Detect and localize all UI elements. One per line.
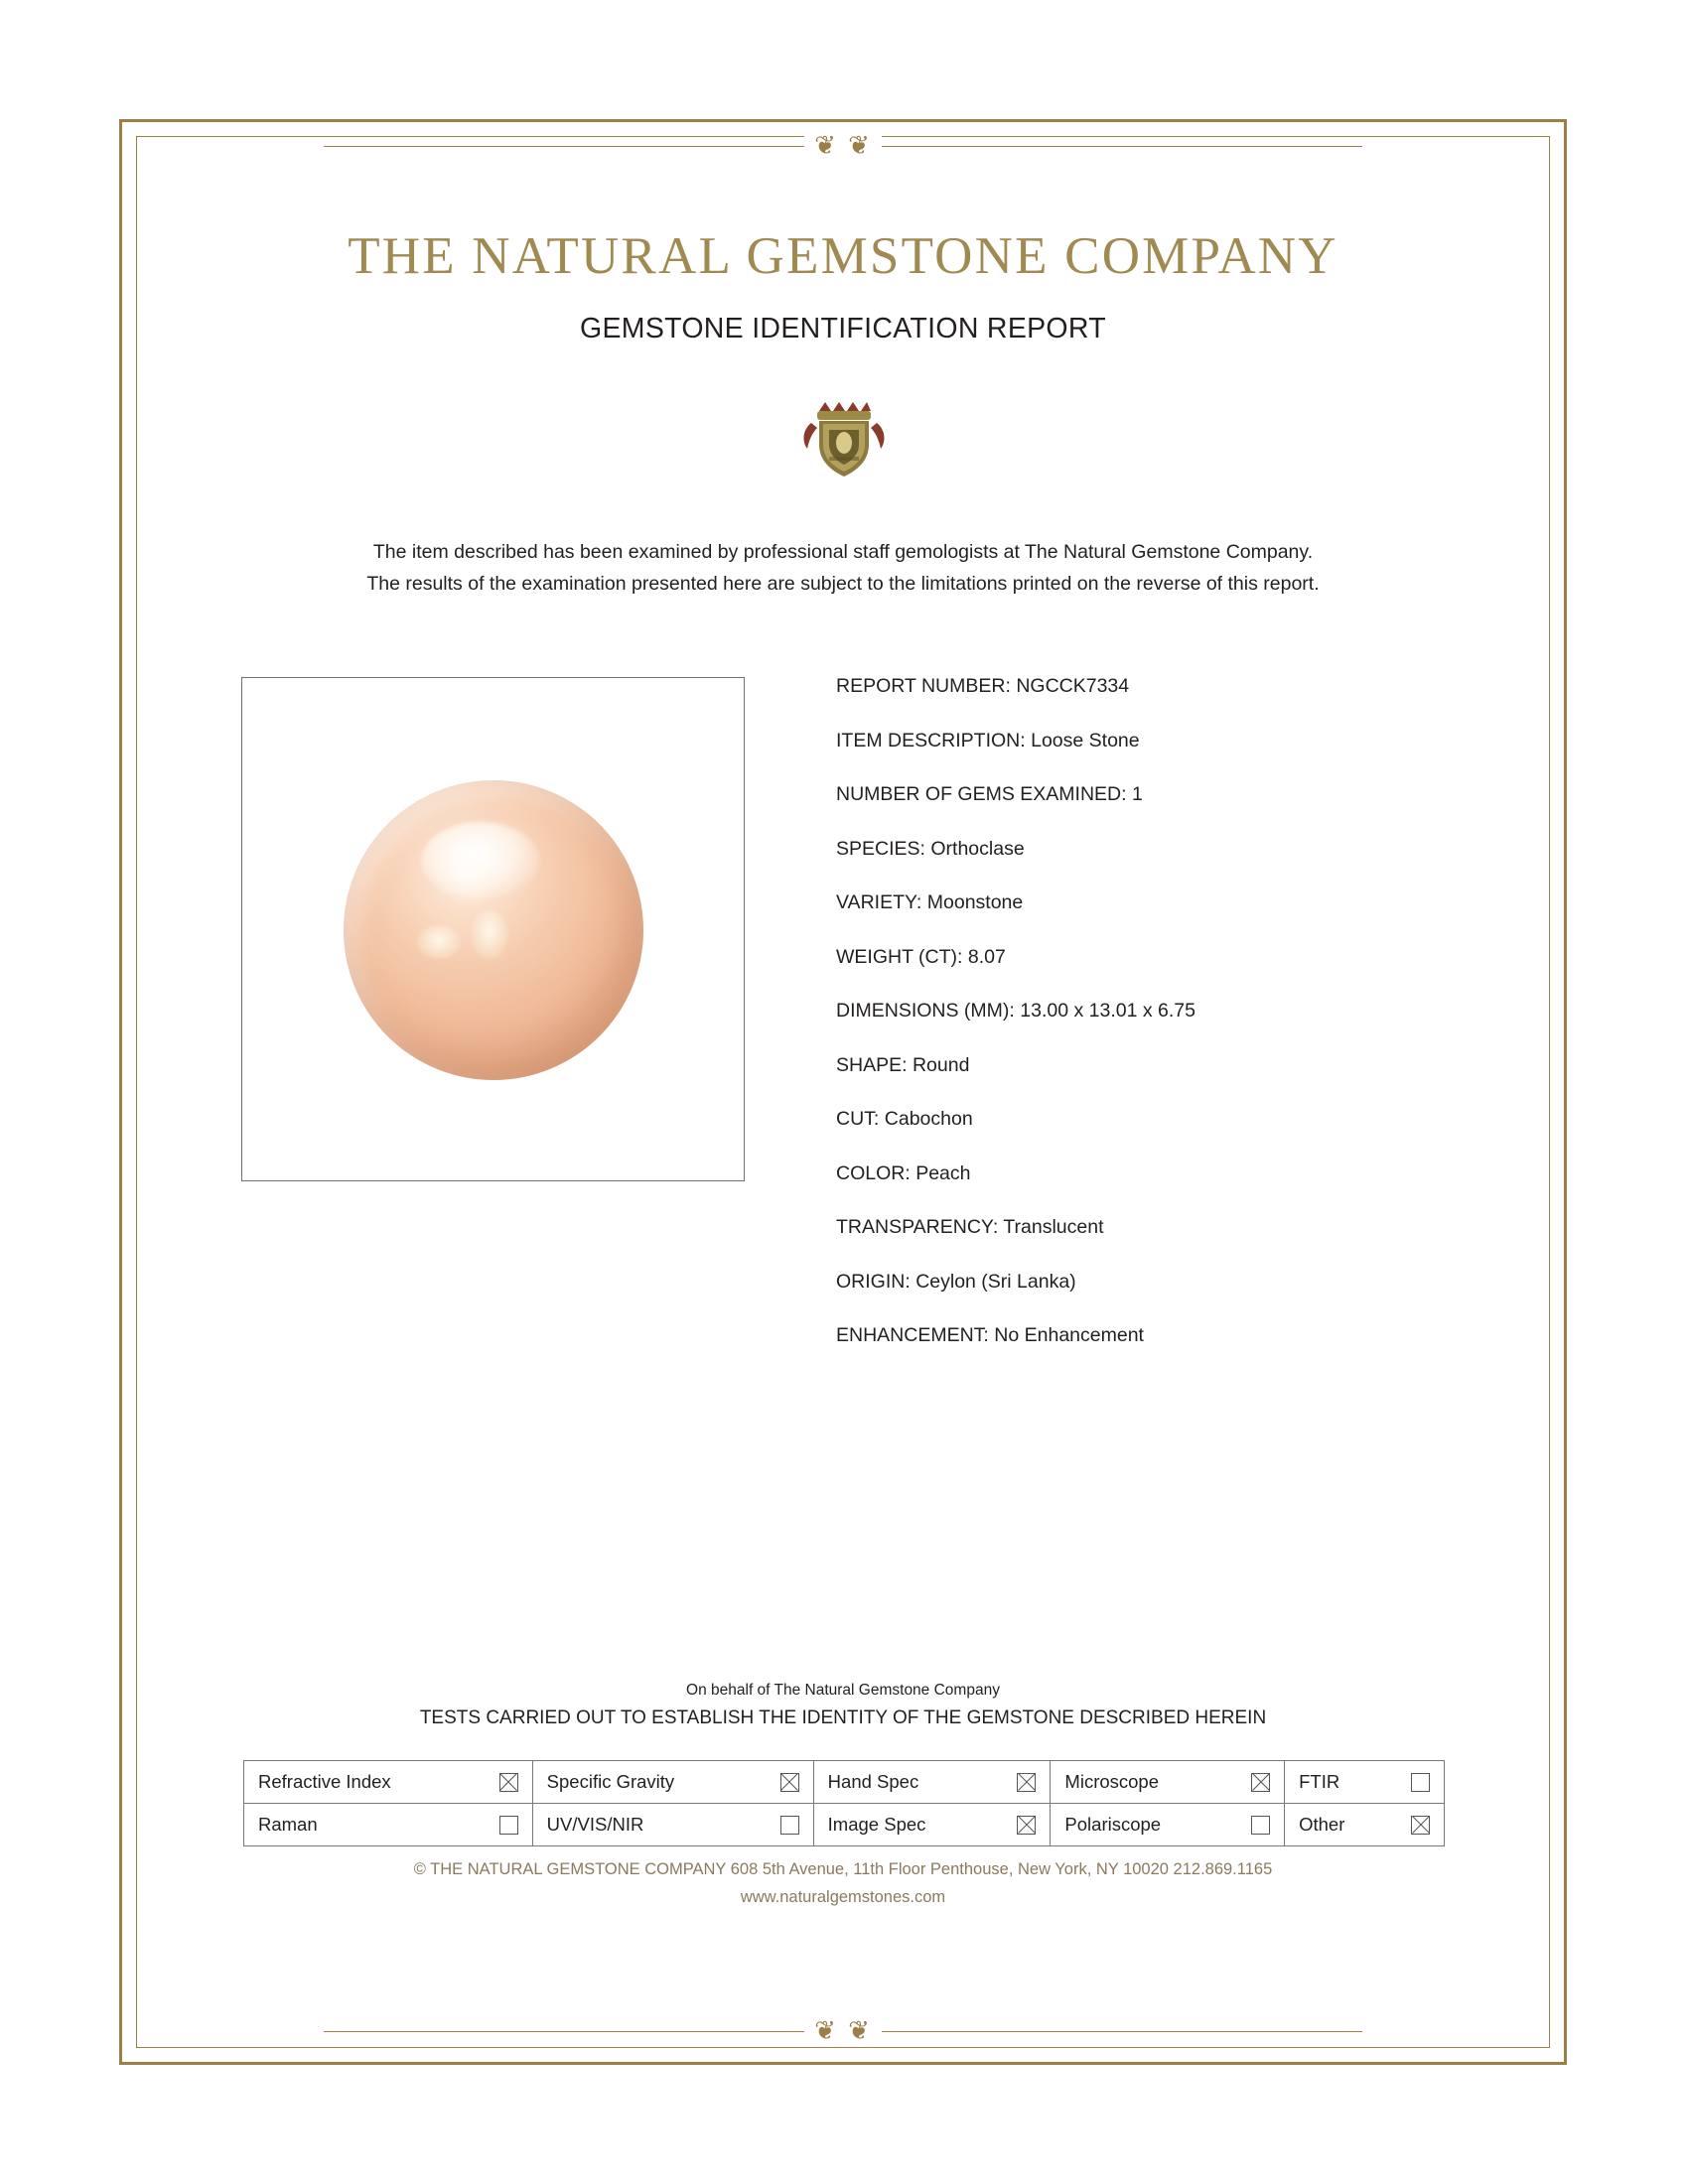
heraldic-crest-icon <box>789 395 899 482</box>
detail-value: Peach <box>915 1161 971 1184</box>
intro-line-1: The item described has been examined by professional staff gemologists at The Natural Gemstone Company. <box>372 541 1314 563</box>
flourish-icon: ❦ ❦ <box>804 2018 882 2044</box>
test-cell-image-spec[interactable] <box>813 1804 1051 1846</box>
report-title: GEMSTONE IDENTIFICATION REPORT <box>580 313 1106 344</box>
detail-origin <box>836 1271 1491 1293</box>
detail-value: Loose Stone <box>1031 729 1140 751</box>
test-checkbox-specific-gravity[interactable] <box>780 1773 799 1792</box>
gemstone-image-frame <box>241 677 745 1181</box>
top-ornament <box>136 129 1550 163</box>
detail-value: Translucent <box>1003 1216 1104 1238</box>
detail-label: ORIGIN: <box>836 1270 911 1293</box>
detail-label: NUMBER OF GEMS EXAMINED: <box>836 783 1127 805</box>
intro-text <box>136 536 1550 600</box>
test-checkbox-raman[interactable] <box>499 1816 518 1835</box>
detail-report-number <box>836 675 1491 697</box>
detail-label: SHAPE: <box>836 1053 908 1076</box>
test-label: FTIR <box>1299 1771 1340 1792</box>
test-checkbox-uv-vis-nir[interactable] <box>780 1816 799 1835</box>
test-checkbox-microscope[interactable] <box>1251 1773 1270 1792</box>
test-cell-specific-gravity[interactable] <box>532 1761 813 1804</box>
detail-label: TRANSPARENCY: <box>836 1216 999 1238</box>
gemstone-highlight-secondary <box>417 925 461 959</box>
test-label: Specific Gravity <box>546 1771 675 1792</box>
detail-value: Cabochon <box>884 1108 973 1130</box>
test-label: Other <box>1299 1814 1345 1835</box>
test-checkbox-ftir[interactable] <box>1411 1773 1430 1792</box>
gemstone-highlight-tertiary <box>471 909 508 959</box>
flourish-icon: ❦ ❦ <box>804 133 882 159</box>
detail-value: Round <box>912 1053 970 1076</box>
detail-dimensions <box>836 1000 1491 1022</box>
ornament-rule-right <box>882 2031 1362 2032</box>
detail-value: 8.07 <box>967 945 1006 968</box>
detail-enhancement <box>836 1324 1491 1346</box>
gemstone-highlight-primary <box>421 822 540 899</box>
test-cell-hand-spec[interactable] <box>813 1761 1051 1804</box>
detail-variety <box>836 891 1491 913</box>
footer <box>136 1855 1550 1911</box>
tests-table <box>243 1760 1445 1846</box>
test-label: Hand Spec <box>827 1771 919 1792</box>
test-cell-raman[interactable] <box>244 1804 533 1846</box>
test-label: Refractive Index <box>258 1771 391 1792</box>
detail-label: REPORT NUMBER: <box>836 675 1011 697</box>
test-cell-uv-vis-nir[interactable] <box>532 1804 813 1846</box>
detail-label: ENHANCEMENT: <box>836 1324 989 1346</box>
detail-label: COLOR: <box>836 1161 911 1184</box>
detail-species <box>836 838 1491 860</box>
ornament-rule-left <box>324 146 804 147</box>
table-row <box>244 1804 1445 1846</box>
test-cell-microscope[interactable] <box>1051 1761 1285 1804</box>
test-label: Polariscope <box>1064 1814 1162 1835</box>
detail-item-description <box>836 730 1491 751</box>
company-title: THE NATURAL GEMSTONE COMPANY <box>348 227 1338 285</box>
detail-label: VARIETY: <box>836 891 922 913</box>
detail-number-of-gems <box>836 783 1491 805</box>
ornament-rule-left <box>324 2031 804 2032</box>
table-row <box>244 1761 1445 1804</box>
test-label: UV/VIS/NIR <box>546 1814 644 1835</box>
tests-heading: TESTS CARRIED OUT TO ESTABLISH THE IDENTITY OF THE GEMSTONE DESCRIBED HEREIN <box>419 1707 1267 1728</box>
detail-label: SPECIES: <box>836 837 925 860</box>
detail-value: Moonstone <box>926 891 1024 913</box>
detail-value: 1 <box>1131 783 1143 805</box>
ornament-rule-right <box>882 146 1362 147</box>
test-label: Microscope <box>1064 1771 1160 1792</box>
test-cell-refractive-index[interactable] <box>244 1761 533 1804</box>
intro-line-2: The results of the examination presented here are subject to the limitations printed on the reverse of this report. <box>366 573 1320 595</box>
test-label: Image Spec <box>827 1814 926 1835</box>
test-checkbox-other[interactable] <box>1411 1816 1430 1835</box>
detail-label: CUT: <box>836 1108 880 1130</box>
detail-cut <box>836 1108 1491 1130</box>
footer-address: © THE NATURAL GEMSTONE COMPANY 608 5th Avenue, 11th Floor Penthouse, New York, NY 10020 212.869.1165 <box>413 1860 1273 1878</box>
detail-value: Orthoclase <box>930 837 1025 860</box>
detail-color <box>836 1162 1491 1184</box>
test-checkbox-hand-spec[interactable] <box>1017 1773 1036 1792</box>
detail-shape <box>836 1054 1491 1076</box>
detail-label: DIMENSIONS (MM): <box>836 1000 1015 1022</box>
footer-website[interactable]: www.naturalgemstones.com <box>740 1888 946 1906</box>
detail-value: Ceylon (Sri Lanka) <box>915 1270 1076 1293</box>
bottom-ornament <box>136 2014 1550 2048</box>
on-behalf-text: On behalf of The Natural Gemstone Company <box>686 1682 1000 1699</box>
test-cell-other[interactable] <box>1285 1804 1445 1846</box>
detail-value: NGCCK7334 <box>1016 675 1130 697</box>
test-cell-polariscope[interactable] <box>1051 1804 1285 1846</box>
test-checkbox-polariscope[interactable] <box>1251 1816 1270 1835</box>
test-label: Raman <box>258 1814 318 1835</box>
test-cell-ftir[interactable] <box>1285 1761 1445 1804</box>
gemstone-photo <box>344 780 643 1080</box>
detail-label: ITEM DESCRIPTION: <box>836 729 1026 751</box>
test-checkbox-image-spec[interactable] <box>1017 1816 1036 1835</box>
test-checkbox-refractive-index[interactable] <box>499 1773 518 1792</box>
detail-value: No Enhancement <box>994 1324 1144 1346</box>
detail-value: 13.00 x 13.01 x 6.75 <box>1020 1000 1196 1022</box>
gemstone-details-list <box>836 675 1491 1379</box>
detail-transparency <box>836 1216 1491 1238</box>
detail-label: WEIGHT (CT): <box>836 945 963 968</box>
detail-weight <box>836 946 1491 968</box>
